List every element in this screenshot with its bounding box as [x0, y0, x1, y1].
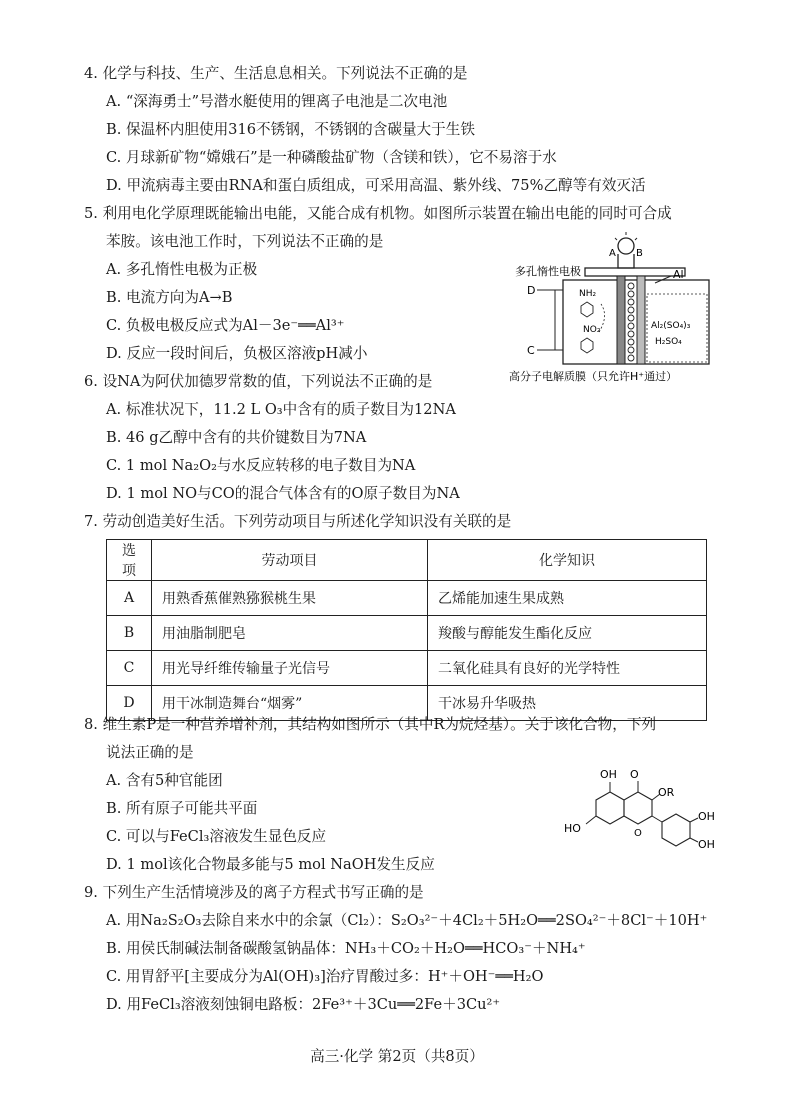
q7-stem: 7. 劳动创造美好生活。下列劳动项目与所述化学知识没有关联的是	[84, 513, 512, 530]
q9-option-d: D. 用FeCl₃溶液刻蚀铜电路板：2Fe³⁺＋3Cu══2Fe＋3Cu²⁺	[106, 996, 501, 1013]
table-cell: 干冰易升华吸热	[428, 686, 707, 721]
label-oh-right1: OH	[698, 810, 715, 823]
q4-option-d: D. 甲流病毒主要由RNA和蛋白质组成，可采用高温、紫外线、75%乙醇等有效灭活	[106, 177, 646, 194]
label-al: Al	[673, 268, 684, 281]
vitamin-p-structure	[560, 766, 720, 856]
table-cell: 用熟香蕉催熟猕猴桃生果	[152, 581, 428, 616]
q5-option-b: B. 电流方向为A→B	[106, 289, 233, 306]
table-row	[107, 651, 707, 686]
q9-option-b: B. 用侯氏制碱法制备碳酸氢钠晶体：NH₃＋CO₂＋H₂O══HCO₃⁻＋NH₄⁺	[106, 940, 586, 957]
label-b: B	[636, 248, 643, 259]
q6-option-b: B. 46 g乙醇中含有的共价键数目为7NA	[106, 429, 367, 446]
q5-option-d: D. 反应一段时间后，负极区溶液pH减小	[106, 345, 368, 362]
table-row	[107, 616, 707, 651]
table-row	[107, 581, 707, 616]
table-header-row	[107, 540, 707, 581]
label-c: C	[527, 344, 535, 357]
label-electrode: 多孔惰性电极	[515, 265, 581, 278]
q6-option-d: D. 1 mol NO与CO的混合气体含有的O原子数目为NA	[106, 485, 460, 502]
figure-caption: 高分子电解质膜（只允许H⁺通过）	[509, 370, 678, 383]
label-no2: NO₂	[583, 325, 601, 335]
table-cell: A	[107, 581, 152, 616]
q5-option-a: A. 多孔惰性电极为正极	[106, 261, 258, 278]
label-acid: H₂SO₄	[655, 337, 682, 347]
q8-option-b: B. 所有原子可能共平面	[106, 800, 258, 817]
table-cell: C	[107, 651, 152, 686]
q5-option-c: C. 负极电极反应式为Al－3e⁻══Al³⁺	[106, 317, 345, 334]
label-oh-right2: OH	[698, 838, 715, 851]
label-salt: Al₂(SO₄)₃	[651, 321, 691, 331]
label-nh2: NH₂	[579, 289, 597, 299]
table-header-labor: 劳动项目	[152, 540, 428, 581]
q5-stem-line1: 5. 利用电化学原理既能输出电能，又能合成有机物。如图所示装置在输出电能的同时可合成	[84, 205, 672, 222]
membrane	[628, 283, 634, 361]
q4-option-a: A. “深海勇士”号潜水艇使用的锂离子电池是二次电池	[106, 93, 448, 110]
table-header-knowledge: 化学知识	[428, 540, 707, 581]
q8-option-a: A. 含有5种官能团	[106, 772, 223, 789]
q8-option-c: C. 可以与FeCl₃溶液发生显色反应	[106, 828, 327, 845]
q8-stem-line2: 说法正确的是	[106, 744, 194, 761]
label-oh-top: OH	[600, 768, 617, 781]
q8-option-d: D. 1 mol该化合物最多能与5 mol NaOH发生反应	[106, 856, 435, 873]
q6-option-c: C. 1 mol Na₂O₂与水反应转移的电子数目为NA	[106, 457, 416, 474]
label-ho: HO	[564, 822, 581, 835]
q5-stem-line2: 苯胺。该电池工作时，下列说法不正确的是	[106, 233, 384, 250]
q4-option-b: B. 保温杯内胆使用316不锈钢，不锈钢的含碳量大于生铁	[106, 121, 475, 138]
q9-option-a: A. 用Na₂S₂O₃去除自来水中的余氯（Cl₂）：S₂O₃²⁻＋4Cl₂＋5H₂O══2SO₄²⁻＋8Cl⁻＋10H⁺	[106, 912, 708, 929]
table-header-option: 选项	[107, 540, 152, 581]
label-o-ring: O	[634, 828, 642, 839]
q9-stem: 9. 下列生产生活情境涉及的离子方程式书写正确的是	[84, 884, 424, 901]
table-cell: B	[107, 616, 152, 651]
q4-option-c: C. 月球新矿物“嫦娥石”是一种磷酸盐矿物（含镁和铁），它不易溶于水	[106, 149, 557, 166]
table-cell: 用油脂制肥皂	[152, 616, 428, 651]
label-a: A	[609, 248, 616, 259]
q6-option-a: A. 标准状况下，11.2 L O₃中含有的质子数目为12NA	[106, 401, 456, 418]
label-d: D	[527, 284, 536, 297]
battery-diagram	[505, 228, 720, 388]
label-o-carbonyl: O	[630, 768, 639, 781]
table-cell: 羧酸与醇能发生酯化反应	[428, 616, 707, 651]
table-cell: 乙烯能加速生果成熟	[428, 581, 707, 616]
table-cell: D	[107, 686, 152, 721]
table-cell: 二氧化硅具有良好的光学特性	[428, 651, 707, 686]
q4-stem: 4. 化学与科技、生产、生活息息相关。下列说法不正确的是	[84, 65, 468, 82]
page-footer: 高三·化学 第2页（共8页）	[310, 1048, 484, 1065]
label-or: OR	[658, 786, 675, 799]
q9-option-c: C. 用胃舒平[主要成分为Al(OH)₃]治疗胃酸过多：H⁺＋OH⁻══H₂O	[106, 968, 544, 985]
table-cell: 用光导纤维传输量子光信号	[152, 651, 428, 686]
q8-stem-line1: 8. 维生素P是一种营养增补剂，其结构如图所示（其中R为烷烃基）。关于该化合物，下列	[84, 716, 657, 733]
q6-stem: 6. 设NA为阿伏加德罗常数的值，下列说法不正确的是	[84, 373, 433, 390]
q7-table	[106, 539, 707, 721]
table-cell: 用干冰制造舞台“烟雾”	[152, 686, 428, 721]
bulb-icon	[618, 238, 634, 254]
